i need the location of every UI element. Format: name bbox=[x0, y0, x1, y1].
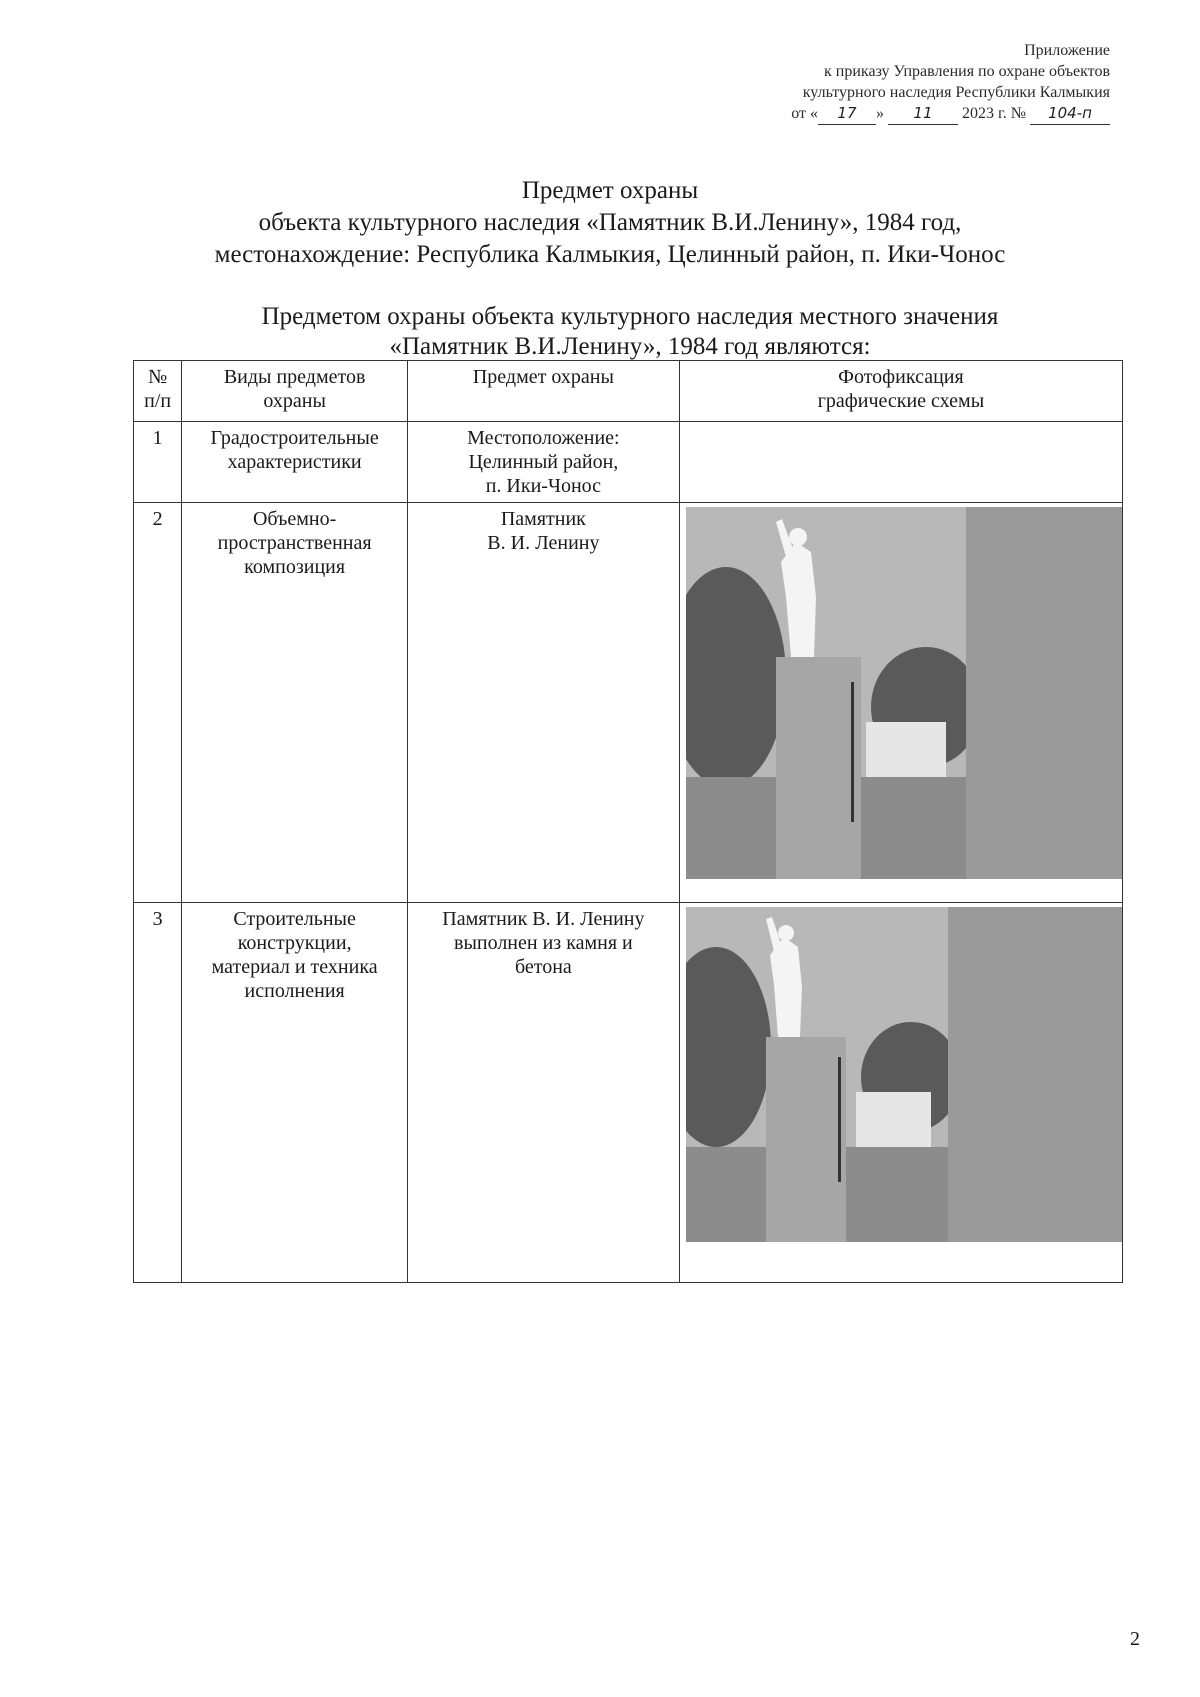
table-row bbox=[134, 903, 1123, 1283]
row-2-subject: Памятник В. И. Ленину bbox=[407, 503, 679, 903]
appendix-date-line bbox=[650, 103, 1110, 125]
intro-line-1: Предметом охраны объекта культурного наследия местного значения bbox=[261, 303, 999, 330]
intro-paragraph bbox=[150, 302, 1110, 362]
table-header-row bbox=[134, 361, 1123, 422]
row-2-kind: Объемно- пространственная композиция bbox=[182, 503, 408, 903]
appendix-agency-line: культурного наследия Республики Калмыкия bbox=[802, 84, 1110, 101]
order-number: 104-п bbox=[1030, 103, 1110, 125]
monument-photo-image bbox=[686, 507, 966, 879]
date-month: 11 bbox=[888, 103, 958, 125]
row-1-subject: Местоположение: Целинный район, п. Ики-Чонос bbox=[407, 422, 679, 503]
header-photo: Фотофиксация графические схемы bbox=[679, 361, 1122, 422]
date-year: 2023 г. № bbox=[961, 105, 1026, 122]
header-subject: Предмет охраны bbox=[407, 361, 679, 422]
date-prefix: от « bbox=[791, 105, 818, 122]
date-day: 17 bbox=[818, 103, 876, 125]
appendix-title: Приложение bbox=[1024, 42, 1110, 59]
document-title: Предмет охраны bbox=[521, 177, 699, 204]
table-row bbox=[134, 503, 1123, 903]
object-name-line: объекта культурного наследия «Памятник В.И.Ленину», 1984 год, bbox=[258, 209, 962, 236]
row-2-num: 2 bbox=[134, 503, 182, 903]
monument-photo-detail bbox=[686, 907, 1122, 1242]
monument-photo bbox=[686, 507, 1122, 879]
intro-line-2: «Памятник В.И.Ленину», 1984 год являются: bbox=[389, 333, 871, 360]
row-1-num: 1 bbox=[134, 422, 182, 503]
header-num: № п/п bbox=[134, 361, 182, 422]
monument-photo-detail-image bbox=[686, 907, 948, 1242]
document-heading bbox=[140, 175, 1080, 271]
location-line: местонахождение: Республика Калмыкия, Целинный район, п. Ики-Чонос bbox=[214, 241, 1006, 268]
appendix-order-line: к приказу Управления по охране объектов bbox=[824, 63, 1110, 80]
row-3-kind: Строительные конструкции, материал и техника исполнения bbox=[182, 903, 408, 1283]
table-row bbox=[134, 422, 1123, 503]
row-1-photo-cell bbox=[679, 422, 1122, 503]
page-number: 2 bbox=[1130, 1628, 1140, 1650]
header-kind: Виды предметов охраны bbox=[182, 361, 408, 422]
row-3-photo-cell bbox=[679, 903, 1122, 1283]
row-3-subject: Памятник В. И. Ленину выполнен из камня и бетона bbox=[407, 903, 679, 1283]
row-1-kind: Градостроительные характеристики bbox=[182, 422, 408, 503]
date-quote: » bbox=[875, 105, 884, 122]
row-2-photo-cell bbox=[679, 503, 1122, 903]
row-3-num: 3 bbox=[134, 903, 182, 1283]
protection-subject-table bbox=[133, 360, 1123, 1283]
appendix-header bbox=[650, 40, 1110, 125]
